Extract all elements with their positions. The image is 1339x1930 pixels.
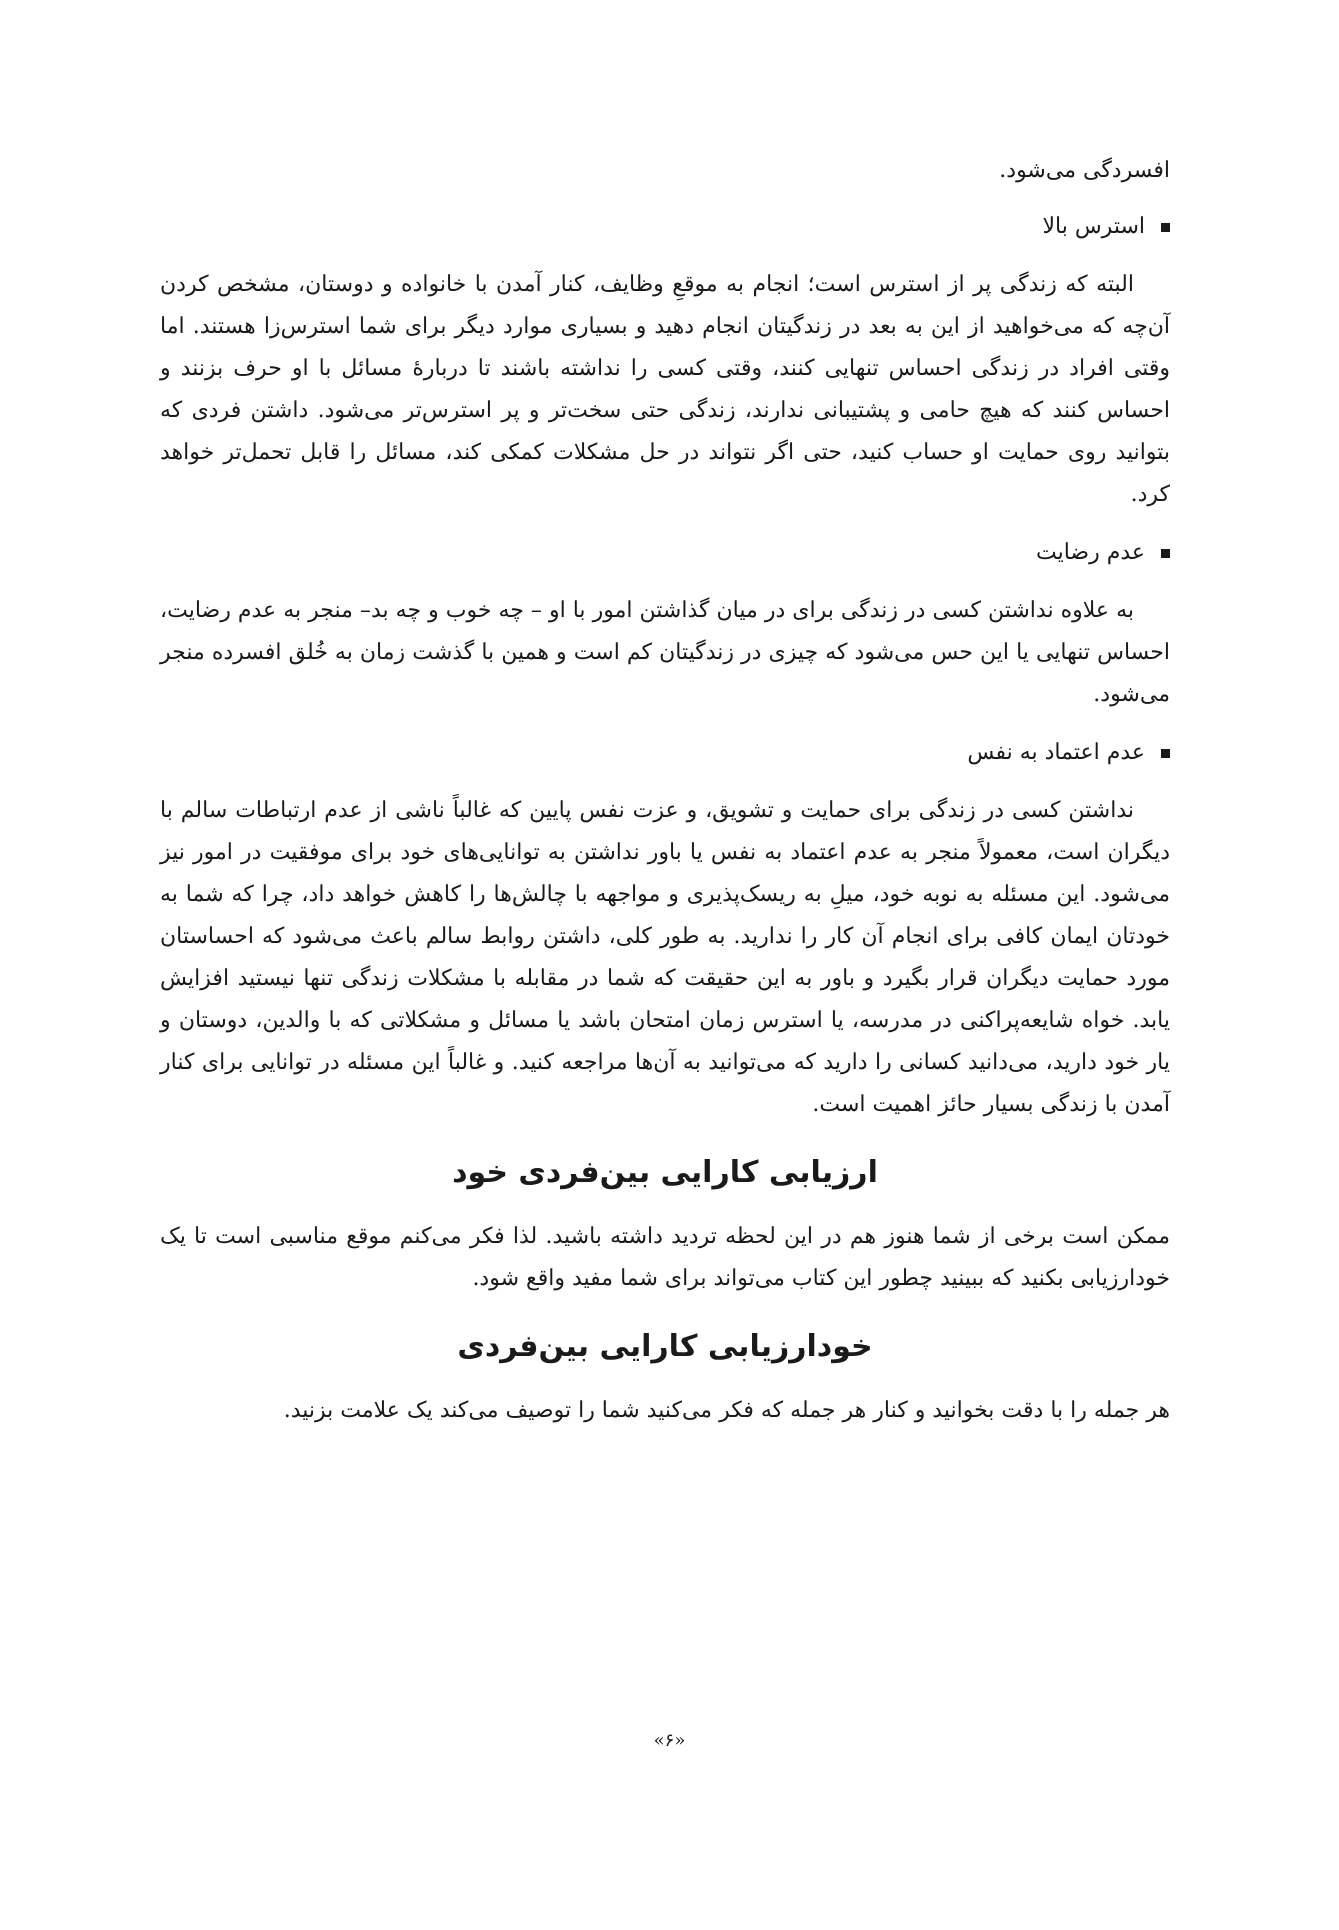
page-body: [160, 150, 1170, 1448]
paragraph-dissatisfaction: به علاوه نداشتن کسی در زندگی برای در میان گذاشتن امور با او – چه خوب و چه بد– منجر به عدم رضایت، احساس تنهایی یا این حس می‌شود که چیزی در زندگیتان کم است و همین با گذشت زمان به خُلق افسرده منجر می‌شود.: [160, 598, 1171, 707]
heading-self-assessment: خودارزیابی کارایی بین‌فردی: [457, 1329, 873, 1364]
bullet-low-confidence: [160, 732, 1170, 774]
bullet-dissatisfaction: [160, 532, 1170, 574]
paragraph-high-stress: البته که زندگی پر از استرس است؛ انجام به موقعِ وظایف، کنار آمدن با خانواده و دوستان، مشخص کردن آن‌چه که می‌خواهید از این به بعد در زندگیتان انجام دهید و بسیاری موارد دیگر برای شما استرس‌زا هستند. اما وقتی افراد در زندگی احساس تنهایی کنند، وقتی کسی را نداشته باشند تا دربارهٔ مسائل با او حرف بزنند و احساس کنند که هیچ حامی و پشتیبانی ندارند، زندگی حتی سخت‌تر و پر استرس‌تر می‌شود. داشتن فردی که بتوانید روی حمایت او حساب کنید، حتی اگر نتواند در حل مشکلات کمکی کند، مسائل را قابل تحمل‌تر خواهد کرد.: [160, 272, 1170, 507]
opening-line: افسردگی می‌شود.: [999, 158, 1170, 183]
bullet-label: استرس بالا: [1042, 214, 1145, 239]
square-bullet-icon: [1161, 549, 1170, 558]
bullet-high-stress: [160, 206, 1170, 248]
paragraph-self-assessment-instruction: هر جمله را با دقت بخوانید و کنار هر جمله که فکر می‌کنید شما را توصیف می‌کند یک علامت بزنید.: [283, 1398, 1170, 1423]
square-bullet-icon: [1161, 223, 1170, 232]
paragraph-assess-intro: ممکن است برخی از شما هنوز هم در این لحظه تردید داشته باشید. لذا فکر می‌کنم موقع مناسبی است تا یک خودارزیابی بکنید که ببینید چطور این کتاب می‌تواند برای شما مفید واقع شود.: [160, 1224, 1170, 1291]
paragraph-low-confidence: نداشتن کسی در زندگی برای حمایت و تشویق، و عزت نفس پایین که غالباً ناشی از عدم ارتباطات سالم با دیگران است، معمولاً منجر به عدم اعتماد به نفس یا باور نداشتن به توانایی‌های خود برای موفقیت در امور نیز می‌شود. این مسئله به نوبه خود، میلِ به ریسک‌پذیری و مواجهه با چالش‌ها را کاهش خواهد داد، چرا که شما به خودتان ایمان کافی برای انجام آن کار را ندارید. به طور کلی، داشتن روابط سالم باعث می‌شود که احساستان مورد حمایت دیگران قرار بگیرد و باور به این حقیقت که شما در مقابله با مشکلات زندگی تنها نیستید افزایش یابد. خواه شایعه‌پراکنی در مدرسه، یا استرس زمان امتحان باشد یا مسائل و مشکلاتی که با والدین، دوستان و یار خود دارید، می‌دانید کسانی را دارید که می‌توانید به آن‌ها مراجعه کنید. و غالباً این مسئله در توانایی برای کنار آمدن با زندگی بسیار حائز اهمیت است.: [160, 798, 1170, 1117]
square-bullet-icon: [1161, 749, 1170, 758]
page-number: «۶»: [653, 1730, 686, 1751]
bullet-label: عدم اعتماد به نفس: [967, 740, 1145, 765]
bullet-label: عدم رضایت: [1035, 540, 1145, 565]
heading-assess-effectiveness: ارزیابی کارایی بین‌فردی خود: [452, 1155, 878, 1190]
